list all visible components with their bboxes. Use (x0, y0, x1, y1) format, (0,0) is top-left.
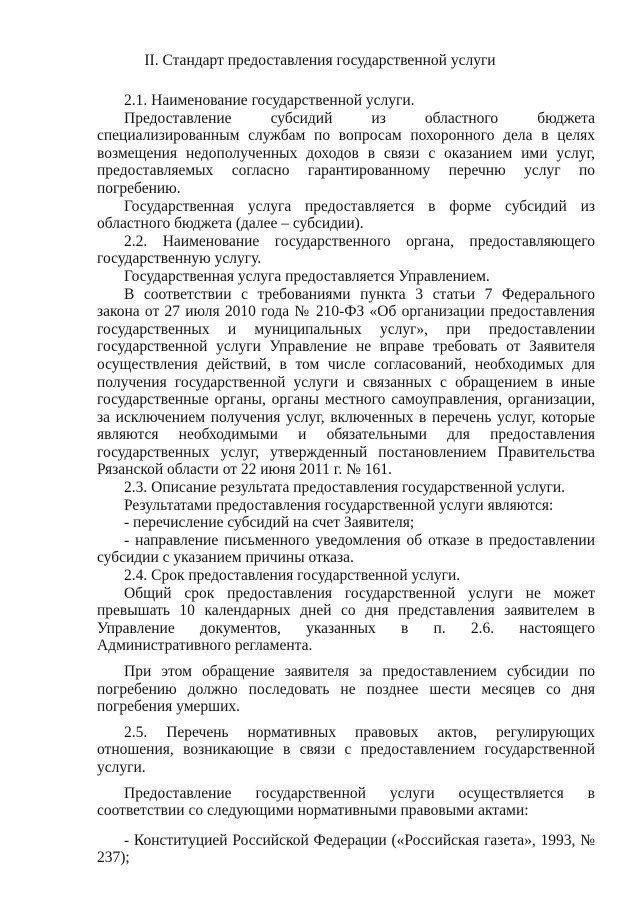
paragraph-deadline: При этом обращение заявителя за предоставлением субсидии по погребению должно последовать не позднее шести месяцев со дня погребения умерших. (97, 663, 595, 716)
paragraph-federal-law: В соответствии с требованиями пункта 3 статьи 7 Федерального закона от 27 июля 2010 года № 210-ФЗ «Об организации предоставления государственных и муниципальных услуг», при предоставлении государственной услуги Управление не вправе требовать от Заявителя осуществления действий, в том числе согласований, необходимых для получения государственной услуги и связанных с обращением в иные государственные органы, органы местного самоуправления, организации, за исключением получения услуг, включенных в перечень услуг, которые являются необходимыми и обязательными для предоставления государственных услуг, утвержденный постановлением Правительства Рязанской области от 22 июня 2011 г. № 161. (97, 285, 595, 479)
heading-2-1: 2.1. Наименование государственной услуги. (124, 92, 415, 109)
document-body (97, 92, 595, 867)
paragraph-term: Общий срок предоставления государственной услуги не может превышать 10 календарных дней со дня представления заявителем в Управление документов, указанных в п. 2.6. настоящего Административного регламента. (97, 584, 595, 655)
heading-2-4: 2.4. Срок предоставления государственной услуги. (124, 567, 461, 585)
paragraph-legal-acts: Предоставление государственной услуги осуществляется в соответствии со следующими нормативными правовыми актами: (97, 784, 595, 820)
list-item-refusal: - направление письменного уведомления об отказе в предоставлении субсидии с указанием причины отказа. (97, 531, 595, 567)
list-item-constitution: - Конституцией Российской Федерации («Российская газета», 1993, № 237); (97, 831, 595, 867)
paragraph-service-form: Государственная услуга предоставляется в форме субсидий из областного бюджета (далее – субсидии). (97, 197, 595, 233)
heading-2-3: 2.3. Описание результата предоставления государственной услуги. (124, 479, 566, 497)
list-item-transfer: - перечисление субсидий на счет Заявителя; (124, 514, 415, 532)
paragraph-results-intro: Результатами предоставления государственной услуги являются: (124, 496, 554, 514)
heading-2-5: 2.5. Перечень нормативных правовых актов, регулирующих отношения, возникающие в связи с предоставлением государственной услуги. (97, 723, 595, 776)
section-title: II. Стандарт предоставления государственной услуги (144, 52, 496, 69)
paragraph-provider: Государственная услуга предоставляется Управлением. (124, 267, 490, 285)
heading-2-2: 2.2. Наименование государственного органа, предоставляющего государственную услугу. (97, 232, 595, 268)
paragraph-service-name: Предоставление субсидий из областного бюджета специализированным службам по вопросам похоронного дела в целях возмещения недополученных доходов в связи с оказанием ими услуг, предоставляемых согласно гарантированному перечню услуг по погребению. (97, 109, 595, 197)
